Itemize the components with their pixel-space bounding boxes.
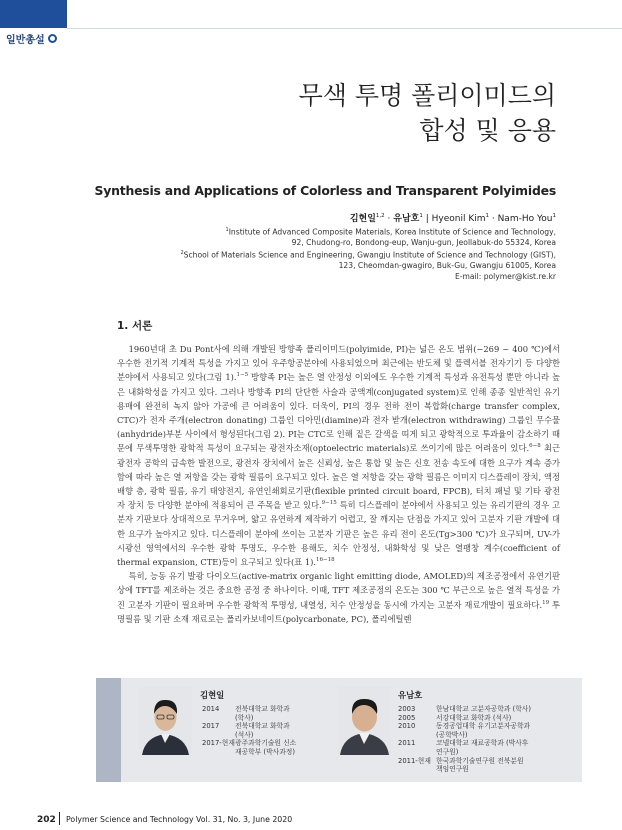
author-2-name: 유남호 — [398, 690, 423, 700]
history-row — [398, 757, 568, 774]
paragraph-2-part-b: 투명필름 및 기판 소재 재료로는 폴리카보네이트(polycarbonate, PC), 폴리에틸렌 — [117, 599, 560, 624]
paragraph-2-part-a: 특히, 능동 유기 발광 다이오드(active-matrix organic light emitting diode, AMOLED)의 제조공정에서 유연기판 상에 TFT를 제조하는 것은 중요한 공정 중 하나이다. 이때, TFT 제조공정의 온도는 300 ℃ 부근으로 높은 열적 특성을 가진 고분자 기판이 필요하며 우수한 광학적 투명성, 내열성, 치수 안정성을 동시에 가지는 고분자 재료개발이 필요하다. — [117, 571, 560, 610]
citation-2: 6−8 — [529, 443, 541, 450]
header-color-block — [0, 0, 67, 28]
history-desc: 한남대학교 고분자공학과 (학사) — [436, 705, 531, 713]
affiliation-2 — [136, 248, 556, 261]
citation-4: 16−18 — [316, 557, 335, 564]
history-row — [398, 722, 568, 739]
history-year: 2014 — [202, 705, 220, 713]
history-row — [202, 739, 298, 756]
paragraph-1-part-b: 방향족 PI는 높은 열 안정성 이외에도 우수한 기계적 특성과 유전특성 뿐만 아니라 높은 내화학성을 가지고 있다. 그러나 방향족 PI의 단단한 사슬과 공액계(conjugated system)로 인해 종종 일반적인 유기 용매에 완전히 녹지 않아 가공에 큰 어려움이 있다. 더욱이, PI의 경우 전하 전이 복합화(charge transfer complex, CTC)가 전자 주개(electron donating) 그룹인 디아민(diamine)과 전자 받개(electron withdrawing) 그룹인 무수물(anhydride)부분 사이에서 형성된다(그림 2). PI는 CTC로 인해 짙은 갈색을 띠게 되고 광학적으로 투과율이 감소하기 때문에 무색투명한 광학적 특성이 요구되는 광전자소재(optoelectric materials)로 쓰이기에 많은 어려움이 있다. — [117, 372, 560, 454]
author-ko-1-sup: 1,2 — [375, 213, 385, 219]
history-year: 2010 — [398, 722, 416, 731]
history-row — [398, 705, 568, 714]
history-row — [202, 722, 298, 739]
paragraph-1-part-d: 특히 디스플레이 분야에서 사용되고 있는 유리기판의 경우 고분자 기판보다 상대적으로 무거우며, 얇고 유연하게 제작하기 어렵고, 잘 깨지는 단점을 가지고 있어 고분자 기판 개발에 대한 요구가 높아지고 있다. 디스플레이 분야에 쓰이는 고분자 기판은 높은 유리 전이 온도(Tg>300 ℃)가 요구되며, UV-가시광선 영역에서의 우수한 광학 투명도, 우수한 용해도, 치수 안정성, 내화학성 및 낮은 열팽창 계수(coefficient of thermal expansion, CTE)등이 요구되고 있다(표 1). — [117, 500, 560, 568]
citation-3: 9−15 — [321, 500, 337, 507]
english-title: Synthesis and Applications of Colorless and Transparent Polyimides — [94, 183, 556, 198]
history-year: 2011 — [398, 739, 416, 748]
author-divider: | — [422, 214, 432, 224]
korean-title-line-1: 무색 투명 폴리이미드의 — [298, 81, 556, 110]
section-heading: 1. 서론 — [117, 320, 153, 332]
section-tag — [6, 31, 57, 46]
history-desc: 서강대학교 화학과 (석사) — [436, 713, 512, 722]
author-1-name: 김현일 — [200, 690, 225, 700]
history-year: 2011-현재 — [398, 756, 431, 765]
author-1-photo — [139, 687, 192, 755]
paragraph-1-part-c: 최근 광전자 공학의 급속한 발전으로, 광전자 장치에서 높은 신뢰성, 높은 통합 및 높은 신호 전송 속도에 대한 요구가 계속 증가함에 따라 높은 열 저항을 갖는 광학 필름이 요구되고 있다. 높은 열 저항을 갖는 광학 필름은 이미지 디스플레이 장치, 액정 배향 층, 광학 필름, 유기 태양전지, 유연인쇄회로기판(flexible printed circuit board, FPCB), 터치 패널 및 기타 광전자 장치 등 다양한 분야에 적용되어 큰 주목을 받고 있다. — [117, 443, 560, 511]
journal-citation: Polymer Science and Technology Vol. 31, No. 3, June 2020 — [66, 815, 293, 824]
history-row — [398, 739, 568, 756]
affiliation-1 — [136, 225, 556, 238]
affiliation-2-text: School of Materials Science and Engineering, Gwangju Institute of Science and Technology (GIST), — [183, 250, 556, 260]
author-en-1-sup: 1 — [485, 213, 489, 219]
history-year: 2017 — [202, 722, 220, 731]
history-desc: 전북대학교 화학과 (학사) — [235, 705, 290, 722]
author-line — [350, 211, 556, 224]
affiliation-2-sup: 2 — [180, 250, 184, 257]
author-en-2: Nam-Ho You — [497, 214, 553, 224]
paragraph-2 — [117, 569, 560, 626]
portrait-icon — [139, 687, 192, 755]
header-rule — [67, 28, 622, 29]
footer-divider — [59, 812, 60, 825]
history-year: 2005 — [398, 713, 416, 722]
affiliation-1-address: 92, Chudong-ro, Bondong-eup, Wanju-gun, Jeollabuk-do 55324, Korea — [291, 237, 556, 247]
history-year: 2003 — [398, 705, 416, 713]
korean-title-line-2: 합성 및 응용 — [419, 116, 556, 145]
author-ko-2: 유남호 — [393, 214, 420, 224]
author-side-bar — [96, 678, 121, 782]
history-desc: 광주과학기술원 신소재공학부 (박사과정) — [235, 739, 297, 756]
body-text — [117, 342, 560, 626]
author-2-photo — [338, 687, 391, 755]
author-ko-sep: · — [384, 214, 394, 224]
page-number: 202 — [37, 815, 56, 825]
history-year: 2017-현재 — [202, 739, 235, 748]
affiliation-1-sup: 1 — [225, 227, 229, 233]
author-ko-2-sup: 1 — [419, 213, 423, 219]
author-en-sep: · — [488, 214, 498, 224]
author-ko-1: 김현일 — [349, 214, 376, 224]
citation-5: 19 — [542, 599, 550, 606]
author-1-history — [202, 705, 298, 757]
citation-1: 1−5 — [236, 372, 249, 379]
paragraph-1 — [117, 342, 560, 569]
section-tag-label: 일반총설 — [6, 35, 45, 46]
author-en-1: Hyeonil Kim — [431, 214, 486, 224]
affiliations — [136, 225, 556, 282]
korean-title — [299, 78, 556, 148]
circle-icon — [48, 34, 57, 43]
history-desc: 동경공업대학 유기고분자공학과 (공학박사) — [436, 722, 531, 739]
history-desc: 전북대학교 화학과 (석사) — [235, 722, 290, 739]
history-row — [398, 714, 568, 723]
portrait-icon — [338, 687, 391, 755]
affiliation-2-address: 123, Cheomdan-gwagiro, Buk-Gu, Gwangju 61005, Korea — [338, 261, 556, 271]
affiliation-1-text: Institute of Advanced Composite Materials, Korea Institute of Science and Technology, — [228, 227, 556, 237]
history-desc: 한국과학기술연구원 전북분원 책임연구원 — [436, 756, 524, 774]
email: E-mail: polymer@kist.re.kr — [454, 271, 556, 281]
paragraph-1-part-a: 1960년대 초 Du Pont사에 의해 개발된 방향족 폴리이미드(polyimide, PI)는 넓은 온도 범위(−269 ~ 400 ℃)에서 우수한 전기적 기계적 특성을 가지고 있어 우주항공분야에 사용되었으며 최근에는 반도체 및 플렉서블 전자기기 등 다양한 분야에서 사용되고 있다(그림 1). — [117, 344, 560, 383]
author-en-2-sup: 1 — [552, 213, 556, 219]
history-desc: 코넬대학교 재료공학과 (박사후 연구원) — [436, 739, 529, 756]
history-row — [202, 705, 298, 722]
author-side-label: Author — [18, 686, 38, 752]
author-2-history — [398, 705, 568, 774]
